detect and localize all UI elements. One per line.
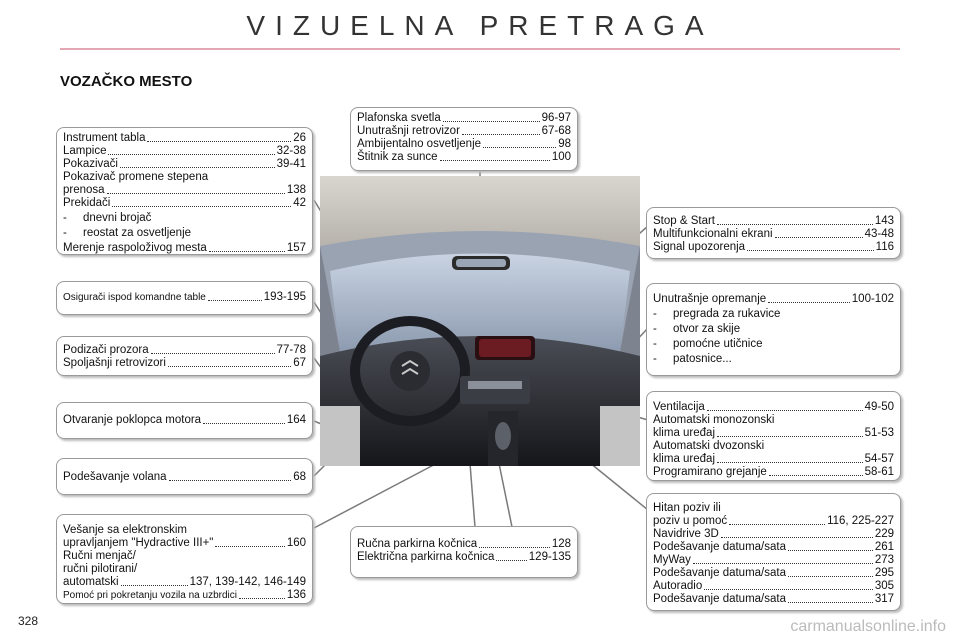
box-suspension-gearbox <box>56 514 313 604</box>
list-item: Štitnik za sunce 100 <box>357 151 571 163</box>
sub-item: - pregrada za rukavice <box>653 308 781 320</box>
list-item: Podešavanje volana 68 <box>63 471 306 483</box>
box-bonnet <box>56 402 313 439</box>
list-item: Stop & Start 143 <box>653 215 894 227</box>
list-text: Automatski dvozonski <box>653 440 765 452</box>
list-item: Podešavanje datuma/sata 295 <box>653 567 894 579</box>
list-item: Pokazivači 39-41 <box>63 158 306 170</box>
list-item: Ručna parkirna kočnica 128 <box>357 538 571 550</box>
box-fuses <box>56 281 313 315</box>
sub-item: - patosnice... <box>653 353 732 365</box>
list-item: MyWay 273 <box>653 554 894 566</box>
list-item: klima uređaj 51-53 <box>653 427 894 439</box>
list-item: Multifunkcionalni ekrani 43-48 <box>653 228 894 240</box>
box-windows <box>56 336 313 376</box>
list-item: Signal upozorenja 116 <box>653 241 894 253</box>
list-text: Automatski monozonski <box>653 414 775 426</box>
sub-item: - reostat za osvetljenje <box>63 227 192 239</box>
list-item: Autoradio 305 <box>653 580 894 592</box>
list-text: Vešanje sa elektronskim <box>63 524 188 536</box>
page-title: VIZUELNA PRETRAGA <box>246 10 714 41</box>
list-text: Ručni menjač/ <box>63 550 136 562</box>
box-steering <box>56 458 313 495</box>
list-item: Ambijentalno osvetljenje 98 <box>357 138 571 150</box>
list-item: Unutrašnje opremanje 100-102 <box>653 293 894 305</box>
list-item: Spoljašnji retrovizori 67 <box>63 357 306 369</box>
box-ventilation <box>646 391 901 481</box>
list-item: Osigurači ispod komandne table 193-195 <box>63 291 306 303</box>
box-parking-brake <box>350 526 578 578</box>
sub-item: - pomoćne utičnice <box>653 338 763 350</box>
list-item: Pomoć pri pokretanju vozila na uzbrdici 136 <box>63 589 306 601</box>
list-item: klima uređaj 54-57 <box>653 453 894 465</box>
box-emergency-audio <box>646 493 901 611</box>
page-number: 328 <box>18 614 39 628</box>
box-stop-start <box>646 207 901 259</box>
watermark: carmanualsonline.info <box>790 618 946 635</box>
list-item: Programirano grejanje 58-61 <box>653 466 894 478</box>
list-text: ručni pilotirani/ <box>63 563 138 575</box>
dashboard-photo <box>320 176 640 466</box>
list-item: Ventilacija 49-50 <box>653 401 894 413</box>
list-item: automatski 137, 139-142, 146-149 <box>63 576 306 588</box>
sub-item: - dnevni brojač <box>63 212 152 224</box>
box-interior-equipment <box>646 283 901 376</box>
box-ceiling <box>350 107 578 171</box>
list-item: poziv u pomoć 116, 225-227 <box>653 515 894 527</box>
list-item: Prekidači 42 <box>63 197 306 209</box>
section-title: VOZAČKO MESTO <box>60 73 193 90</box>
box-instrument-panel <box>56 127 313 255</box>
list-item: prenosa 138 <box>63 184 306 196</box>
list-item: Plafonska svetla 96-97 <box>357 112 571 124</box>
list-text: Pokazivač promene stepena <box>63 171 209 183</box>
list-item: Merenje raspoloživog mesta 157 <box>63 242 306 254</box>
list-item: Podešavanje datuma/sata 261 <box>653 541 894 553</box>
list-item: Podešavanje datuma/sata 317 <box>653 593 894 605</box>
list-item: Navidrive 3D 229 <box>653 528 894 540</box>
list-item: Otvaranje poklopca motora 164 <box>63 414 306 426</box>
list-item: Električna parkirna kočnica 129-135 <box>357 551 571 563</box>
list-item: Instrument tabla 26 <box>63 132 306 144</box>
list-item: Podizači prozora 77-78 <box>63 344 306 356</box>
list-item: Unutrašnji retrovizor 67-68 <box>357 125 571 137</box>
list-item: Lampice 32-38 <box>63 145 306 157</box>
list-item: upravljanjem "Hydractive III+" 160 <box>63 537 306 549</box>
sub-item: - otvor za skije <box>653 323 741 335</box>
list-text: Hitan poziv ili <box>653 502 721 514</box>
